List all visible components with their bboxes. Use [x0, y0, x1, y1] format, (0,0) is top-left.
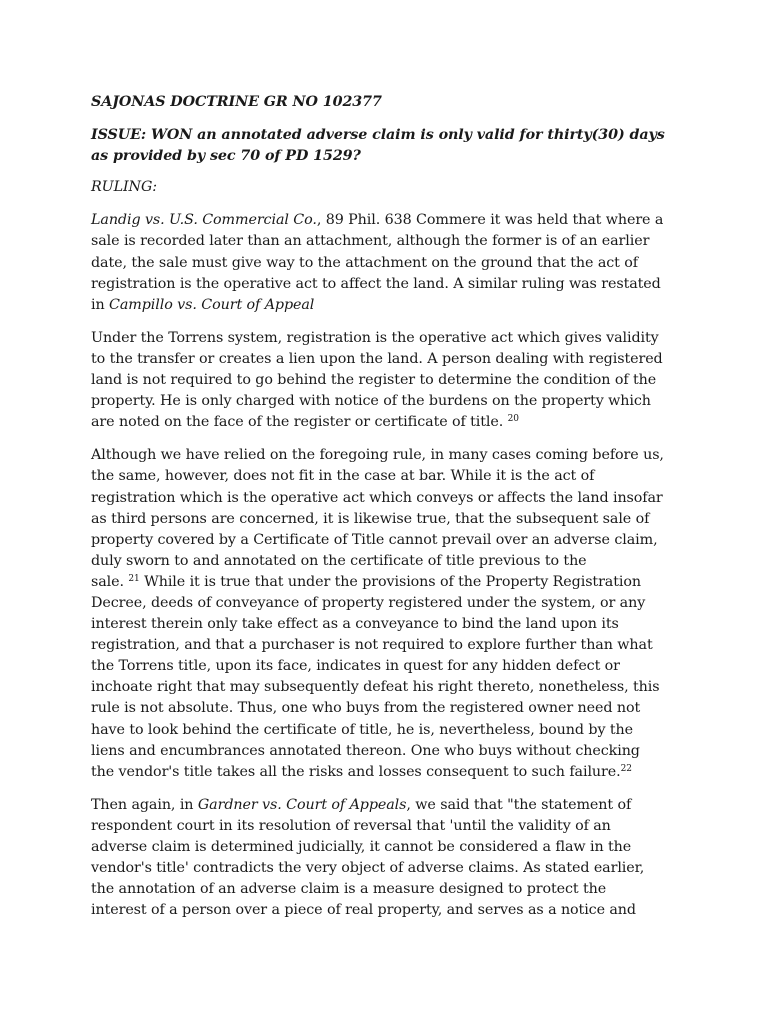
case-citation: Campillo vs. Court of Appeal [109, 296, 315, 313]
footnote-ref: 22 [620, 763, 632, 774]
text-line: liens and encumbrances annotated thereon. One who buys without checking [91, 742, 640, 759]
text-line: the same, however, does not fit in the case at bar. While it is the act of [91, 468, 595, 485]
text-line: sale. [91, 573, 124, 590]
text-line: sale is recorded later than an attachment, although the former is of an earlier [91, 233, 650, 250]
case-citation: Landig vs. U.S. Commercial Co. [91, 212, 317, 229]
text-line: as third persons are concerned, it is likewise true, that the subsequent sale of [91, 510, 650, 527]
text-line: Under the Torrens system, registration is the operative act which gives validity [91, 329, 659, 346]
text-line: inchoate right that may subsequently defeat his right thereto, nonetheless, this [91, 679, 660, 696]
text-line: property covered by a Certificate of Title cannot prevail over an adverse claim, [91, 531, 658, 548]
ruling-label: RULING: [91, 179, 158, 196]
issue-line: ISSUE: WON an annotated adverse claim is only valid for thirty(30) days [91, 127, 665, 144]
text-line: are noted on the face of the register or certificate of title. [91, 414, 504, 431]
text-line: rule is not absolute. Thus, one who buys from the registered owner need not [91, 700, 641, 717]
text-line: registration is the operative act to affect the land. A similar ruling was restated [91, 275, 661, 292]
text-line: Then again, in [91, 796, 198, 813]
text-line: duly sworn to and annotated on the certificate of title previous to the [91, 552, 587, 569]
text-line: Decree, deeds of conveyance of property registered under the system, or any [91, 594, 646, 611]
text-line: , we said that "the statement of [406, 796, 632, 813]
text-line: to the transfer or creates a lien upon the land. A person dealing with registered [91, 350, 663, 367]
text-line: have to look behind the certificate of title, he is, nevertheless, bound by the [91, 721, 633, 738]
document-title: SAJONAS DOCTRINE GR NO 102377 [91, 94, 382, 110]
text-line: While it is true that under the provisions of the Property Registration [139, 573, 641, 590]
issue-statement [91, 125, 691, 167]
text-line: in [91, 296, 110, 313]
text-line: adverse claim is determined judicially, it cannot be considered a flaw in the [91, 839, 632, 855]
paragraph-gardner [91, 795, 691, 922]
text-line: registration, and that a purchaser is not required to explore further than what [91, 637, 653, 654]
text-line: the annotation of an adverse claim is a measure designed to protect the [91, 881, 607, 898]
text-line: vendor's title' contradicts the very object of adverse claims. As stated earlier, [91, 860, 645, 877]
paragraph-torrens [91, 328, 691, 433]
text-line: Although we have relied on the foregoing rule, in many cases coming before us, [91, 447, 664, 464]
document-page [91, 92, 691, 933]
text-line: the Torrens title, upon its face, indicates in quest for any hidden defect or [91, 658, 620, 675]
text-line: date, the sale must give way to the attachment on the ground that the act of [91, 254, 638, 271]
footnote-ref: 20 [507, 414, 519, 425]
text-line: interest therein only take effect as a conveyance to bind the land upon its [91, 616, 619, 633]
paragraph-landig [91, 210, 691, 315]
text-line: interest of a person over a piece of real property, and serves as a notice and [91, 902, 636, 919]
issue-line: as provided by sec 70 of PD 1529? [91, 148, 361, 165]
text-line: land is not required to go behind the register to determine the condition of the [91, 372, 657, 389]
footnote-ref: 21 [128, 573, 140, 584]
paragraph-although [91, 445, 691, 783]
text-line: respondent court in its resolution of reversal that 'until the validity of an [91, 817, 611, 834]
text-line: property. He is only charged with notice of the burdens on the property which [91, 393, 651, 410]
case-citation: Gardner vs. Court of Appeals [197, 796, 407, 813]
text-line: registration which is the operative act which conveys or affects the land insofar [91, 489, 663, 506]
text-line: the vendor's title takes all the risks and losses consequent to such failure. [91, 763, 621, 780]
text-line: , 89 Phil. 638 Commere it was held that where a [316, 212, 664, 229]
